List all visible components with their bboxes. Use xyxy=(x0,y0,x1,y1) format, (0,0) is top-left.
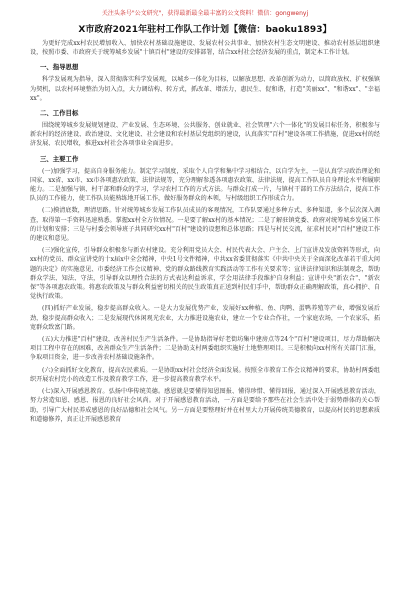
document-page xyxy=(0,10,408,590)
promo-banner: 关注头条号"公文研究"，获得最新最全最丰富的公文资料！微信：gongwenyj xyxy=(101,10,309,17)
main-work-item-4: (四)抓好产业发展，稳步提高群众收入。一是大力发展优势产业，发展好xx种植、鱼、肉鸭、蛋鸭养殖等产业，增强发展后劲，稳步提高群众收入；二是发展现代休闲观光农业，大力推进设施农业，建立一个专业合作社，一个家庭农场，一个农家乐，拓宽群众致富门路。 xyxy=(30,305,380,331)
document-title: X市政府2021年驻村工作队工作计划【微信：baoku1893】 xyxy=(78,25,332,35)
main-work-item-1: (一)加强学习，提高自身服务能力。制定学习制度，采取个人自学和集中学习相结合，以自学为主，一是认真学习政治理论和国家、xx省、xx市、xx市各项惠农政策、法律法规等，充分理解参透各项惠农政策、法律法规，提高工作队员自身理论水平和履职能力。二是加强与镇、村干部和群众的学习，学习农村工作的方式方法。与群众打成一片，与镇村干部的工作方法结合，提高工作队员的工作能力，使工作队员能熟练地开展工作，做好服务群众的本领，与村级组织工作形成合力。 xyxy=(30,167,380,203)
main-work-item-2: (二)摸清底数，理清思路。针对统筹城乡发展工作队员成员的客观情况，工作队要通过多种方式、多种渠道，多个层次深入调查，取得第一手资料迅速熟悉。掌握xx村全方位情况。一是要了解xx村的基本情况；二是了解驻镇党委、政府对统筹城乡发展工作的计划和安排；三是与村委会领导班子共同研究xx村"百村"建设的设想和总体思路；四是与村民交流，征求村民对"百村"建设工作的建议和意见。 xyxy=(30,207,380,243)
section-heading-work-goals: 二、工作目标 xyxy=(40,109,79,118)
section-heading-guiding-ideology: 一、指导思想 xyxy=(40,63,79,72)
intro-paragraph: 为更好完成xx村农民增加收入、加快农村基础设施建设、发展农村公共事业、加快农村生态文明建设、推动农村基层组织建设，按照市委、市政府关于统筹城乡发展"十镇百村"建设的安排部署，结合xx村社会经济发展的重点，制定本工作计划。 xyxy=(30,40,380,57)
guiding-ideology-paragraph: 科学发展观为指导，深入贯彻落实科学发展观，以城乡一体化为目标，以解放思想、改革创新为动力，以简政放权、扩权强镇为契机，以农村环境整治为切入点，大力调结构、转方式，抓改革、增活力，惠民生、促和谐，打造"美丽xx"、"和谐xx"、"幸福xx"。 xyxy=(30,76,380,102)
work-goals-paragraph: 围绕统筹城乡发展规划建设、产业发展、生态环境、公共服务、创业就业、社会管理"六个一体化"的发展目标任务，积极参与新农村的经济建设、政治建设、文化建设、社会建设和农村基层党组织的建设，认真落实"百村"建设各项工作措施，促进xx村的经济发展、农民增收，推进xx村社会各项事业全面进步。 xyxy=(30,122,380,148)
main-work-item-7: (七)深入开展感恩教育。弘扬中华传统美德。感恩就是要懂得知恩图报、懂得珍惜、懂得回报，通过深入开展感恩教育活动，努力营造知恩、感恩、报恩的良好社会风尚。对于开展感恩教育活动，一方面是要给予那些在社会生活中处于弱势群体的关心帮助，引导广大村民养成感恩的良好品德和社会风气。另一方面是要整理好并在村里大力开展传统美德教育，以提高村民的思想素质和道德修养，真正让开展感恩教育 xyxy=(30,388,380,423)
section-heading-main-work: 三、主要工作 xyxy=(40,154,79,163)
main-work-item-6: (六)全面抓好文化教育，提高农民素质。一是协助xx村社会经济全面发展。按照全市教育工作会议精神的要求，协助村两委组织开展农村完小的改造工作及教育教学工作，进一步提高教育教学水平。 xyxy=(30,366,380,383)
main-work-item-3: (三)强化宣传，引导群众积极参与新农村建设。充分利用党员大会、村民代表大会、户主会、上门宣讲及发放资料等形式，向xx村的党员、群众宣讲党的十x届x中全会精神，中央1号文件精神，中共xx省委贯彻落实《中共中央关于全面深化改革若干重大问题的决定》的实施意见、市委经济工作会议精神、党的群众路线教育实践活动等工作有关要求等；宣讲法律知识和法制观念，帮助群众学法、知法、守法，引导群众以理性合法的方式表达利益诉求，学会用法律手段维护自身利益；宣讲中央"新农合"、"新农保"等各项惠农政策。将惠农政策及与群众利益密切相关的民生政策真正送到村民们手中，帮助群众正确理解政策，真心拥护、自觉执行政策。 xyxy=(30,247,380,301)
main-work-item-5: (五)大力推进"百村"建设，改善村民生产生活条件。一是协助指导好老街坊集中建房点等24个"百村"建设项目，尽力帮助解决项目工程中存在的困难，改善群众生产生活条件；二是协助支村两委组织实施好土地整理项目。三是积极向xx村所有关部门汇报，争取项目资金，进一步改善农村基础设施条件。 xyxy=(30,336,380,362)
